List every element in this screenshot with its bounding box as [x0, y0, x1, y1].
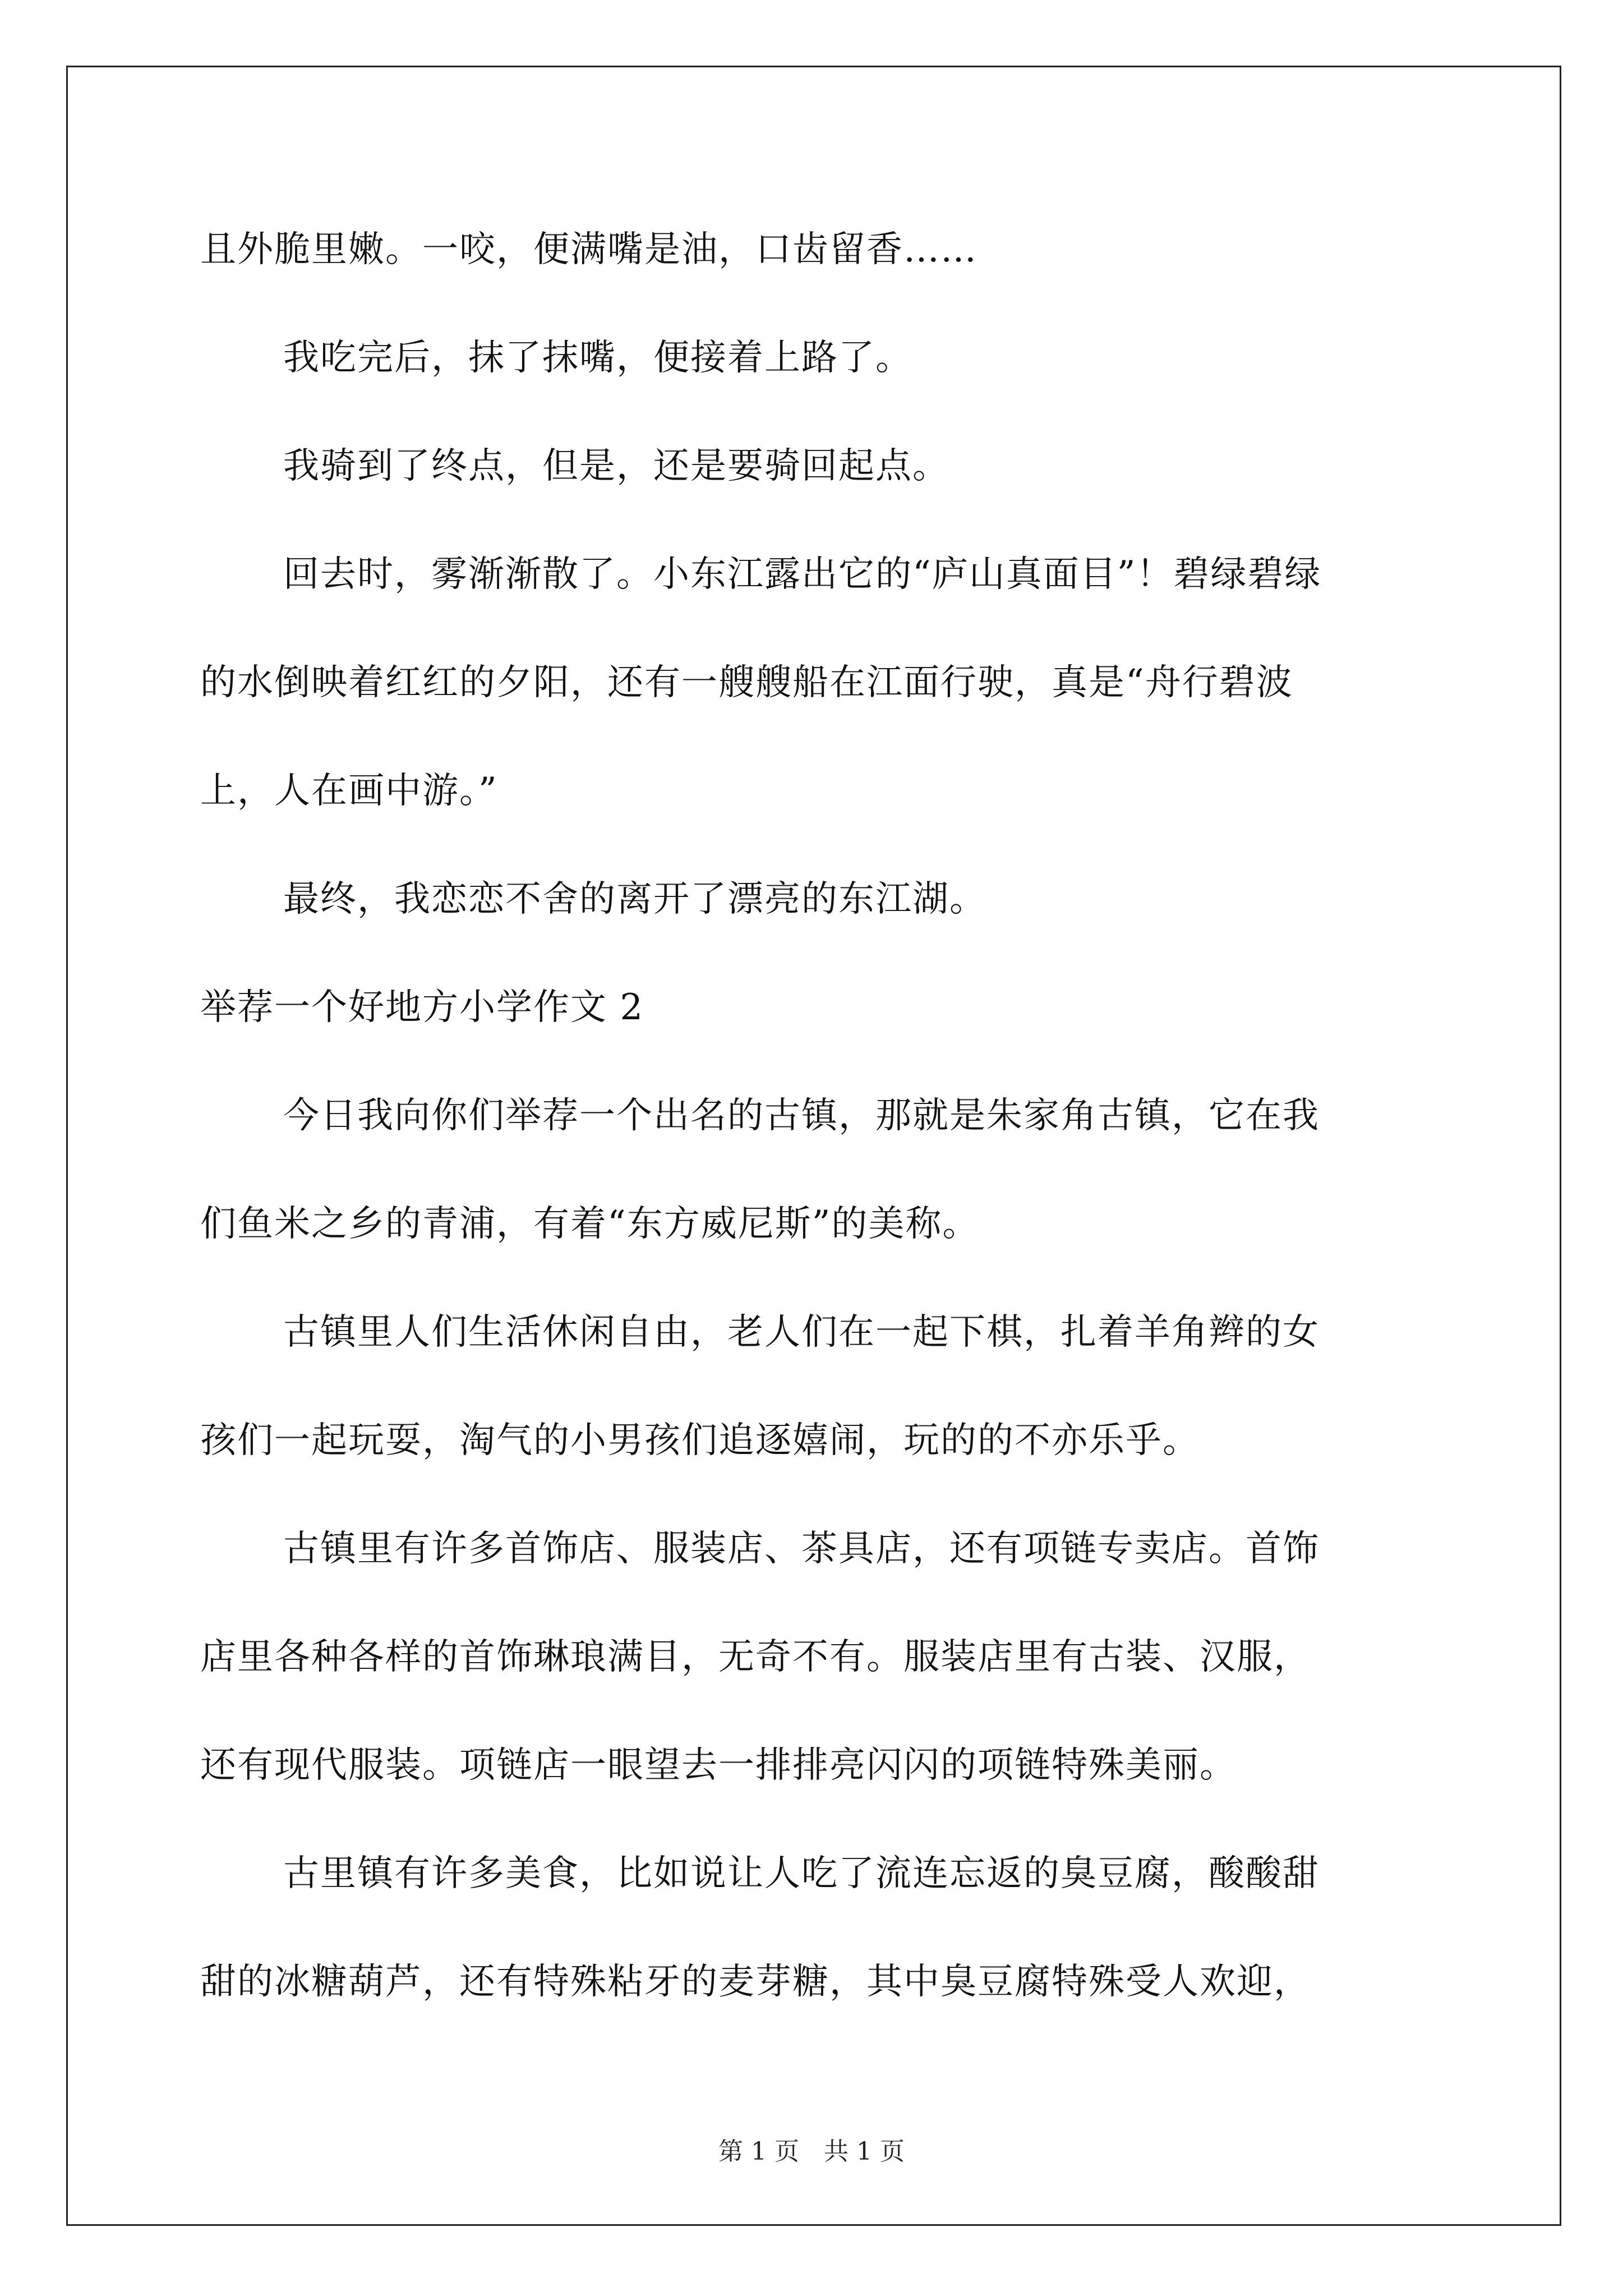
paragraph-line: 我骑到了终点，但是，还是要骑回起点。	[283, 445, 949, 487]
paragraph-line: 我吃完后，抹了抹嘴，便接着上路了。	[283, 337, 912, 379]
paragraph-line: 且外脆里嫩。一咬，便满嘴是油，口齿留香……	[200, 229, 978, 270]
document-body	[200, 216, 1434, 2067]
paragraph-line: 古里镇有许多美食，比如说让人吃了流连忘返的臭豆腐，酸酸甜	[283, 1853, 1320, 1894]
paragraph-line: 古镇里人们生活休闲自由，老人们在一起下棋，扎着羊角辫的女	[283, 1312, 1320, 1353]
paragraph-line: 回去时，雾渐渐散了。小东江露出它的“庐山真面目”！碧绿碧绿	[283, 554, 1322, 595]
paragraph-line: 的水倒映着红红的夕阳，还有一艘艘船在江面行驶，真是“舟行碧波	[200, 662, 1293, 703]
section-heading: 举荐一个好地方小学作文 2	[200, 987, 644, 1028]
paragraph-line: 最终，我恋恋不舍的离开了漂亮的东江湖。	[283, 878, 986, 920]
paragraph-line: 上，人在画中游。”	[200, 770, 498, 812]
paragraph-line: 还有现代服装。项链店一眼望去一排排亮闪闪的项链特殊美丽。	[200, 1745, 1237, 1786]
page-number-footer: 第 1 页 共 1 页	[718, 2137, 905, 2166]
paragraph-line: 古镇里有许多首饰店、服装店、茶具店，还有项链专卖店。首饰	[283, 1528, 1320, 1570]
paragraph-line: 孩们一起玩耍，淘气的小男孩们追逐嬉闹，玩的的不亦乐乎。	[200, 1420, 1200, 1461]
paragraph-line: 甜的冰糖葫芦，还有特殊粘牙的麦芽糖，其中臭豆腐特殊受人欢迎，	[200, 1961, 1311, 2003]
paragraph-line: 今日我向你们举荐一个出名的古镇，那就是朱家角古镇，它在我	[283, 1095, 1320, 1137]
paragraph-line: 们鱼米之乡的青浦，有着“东方威尼斯”的美称。	[200, 1203, 980, 1245]
paragraph-line: 店里各种各样的首饰琳琅满目，无奇不有。服装店里有古装、汉服，	[200, 1636, 1311, 1678]
